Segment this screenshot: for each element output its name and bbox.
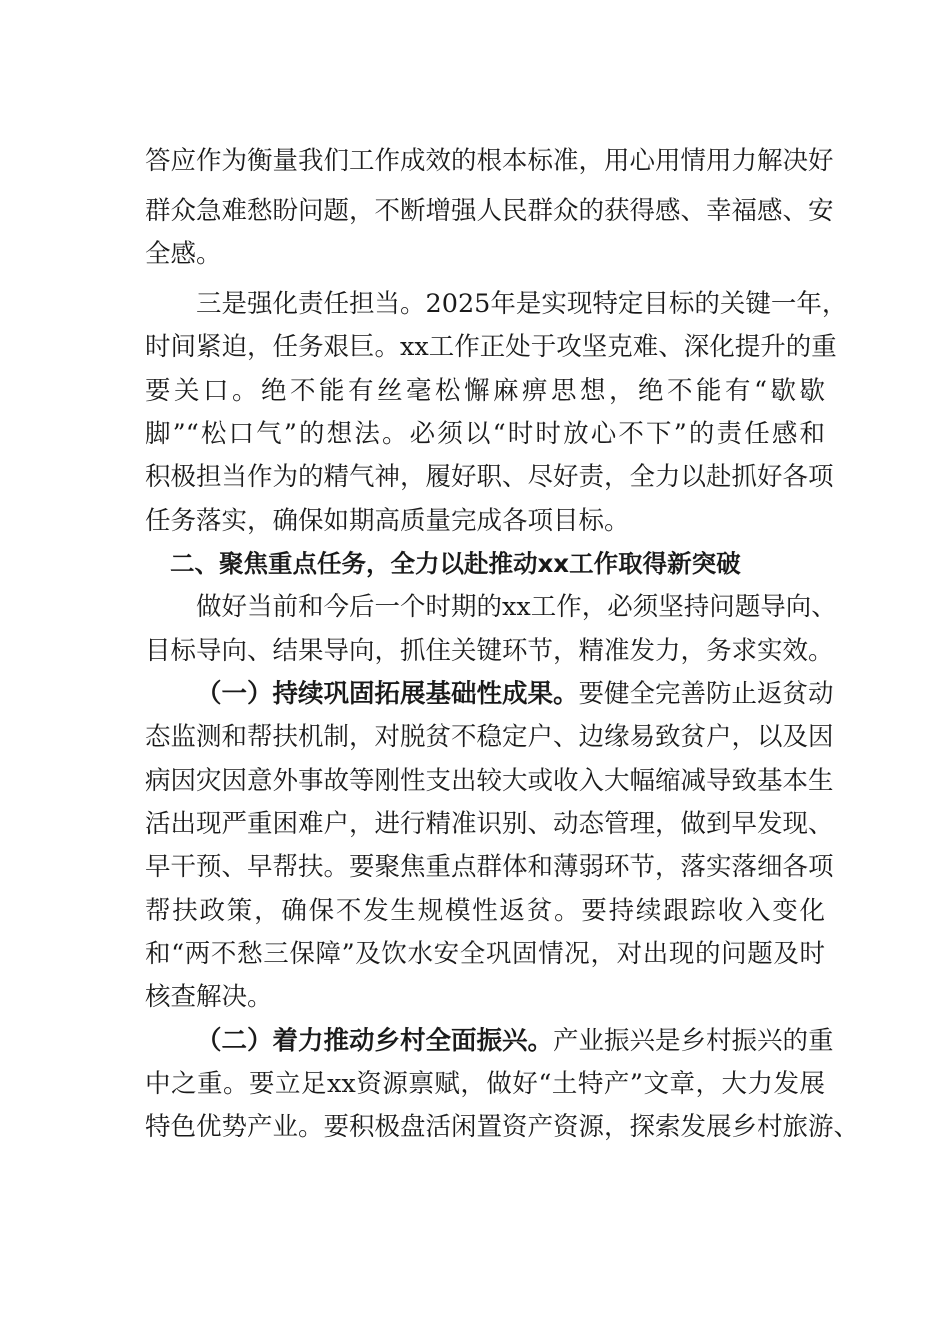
paragraph-line: 态监测和帮扶机制，对脱贫不稳定户、边缘易致贫户，以及因: [145, 722, 834, 752]
subsection-title: （二）着力推动乡村全面振兴。: [196, 1026, 554, 1056]
paragraph-line: 和“两不愁三保障”及饮水安全巩固情况，对出现的问题及时: [145, 939, 825, 969]
subsection-title: （一）持续巩固拓展基础性成果。: [196, 679, 579, 709]
paragraph-line: 任务落实，确保如期高质量完成各项目标。: [145, 506, 630, 536]
paragraph-line: 病因灾因意外事故等刚性支出较大或收入大幅缩减导致基本生: [145, 766, 834, 796]
paragraph-line: 三是强化责任担当。2025年是实现特定目标的关键一年，: [196, 289, 848, 319]
section-heading: 二、聚焦重点任务，全力以赴推动xx工作取得新突破: [170, 549, 741, 578]
paragraph-line: 早干预、早帮扶。要聚焦重点群体和薄弱环节，落实落细各项: [145, 852, 834, 882]
paragraph-line: [196, 677, 834, 711]
paragraph-line: 全感。: [145, 239, 222, 269]
paragraph-line: 做好当前和今后一个时期的xx工作，必须坚持问题导向、: [196, 592, 837, 622]
paragraph-line: 要关口。绝不能有丝毫松懈麻痹思想，绝不能有“歇歇: [145, 376, 825, 406]
paragraph-line: 群众急难愁盼问题，不断增强人民群众的获得感、幸福感、安: [145, 196, 834, 226]
paragraph-line: 积极担当作为的精气神，履好职、尽好责，全力以赴抓好各项: [145, 462, 834, 492]
paragraph-line: 活出现严重困难户，进行精准识别、动态管理，做到早发现、: [145, 809, 834, 839]
paragraph-line: 时间紧迫，任务艰巨。xx工作正处于攻坚克难、深化提升的重: [145, 332, 837, 362]
paragraph-text: 要健全完善防止返贫动: [578, 679, 834, 709]
paragraph-line: 中之重。要立足xx资源禀赋，做好“土特产”文章，大力发展: [145, 1069, 825, 1099]
paragraph-line: 帮扶政策，确保不发生规模性返贫。要持续跟踪收入变化: [145, 896, 825, 926]
paragraph-line: 答应作为衡量我们工作成效的根本标准，用心用情用力解决好: [145, 146, 834, 176]
paragraph-line: 特色优势产业。要积极盘活闲置资产资源，探索发展乡村旅游、: [145, 1112, 860, 1142]
paragraph-line: 目标导向、结果导向，抓住关键环节，精准发力，务求实效。: [145, 636, 834, 666]
paragraph-line: 核查解决。: [145, 982, 273, 1012]
paragraph-text: 产业振兴是乡村振兴的重: [553, 1026, 834, 1056]
paragraph-line: 脚”“松口气”的想法。必须以“时时放心不下”的责任感和: [145, 419, 825, 449]
paragraph-line: [196, 1024, 834, 1058]
